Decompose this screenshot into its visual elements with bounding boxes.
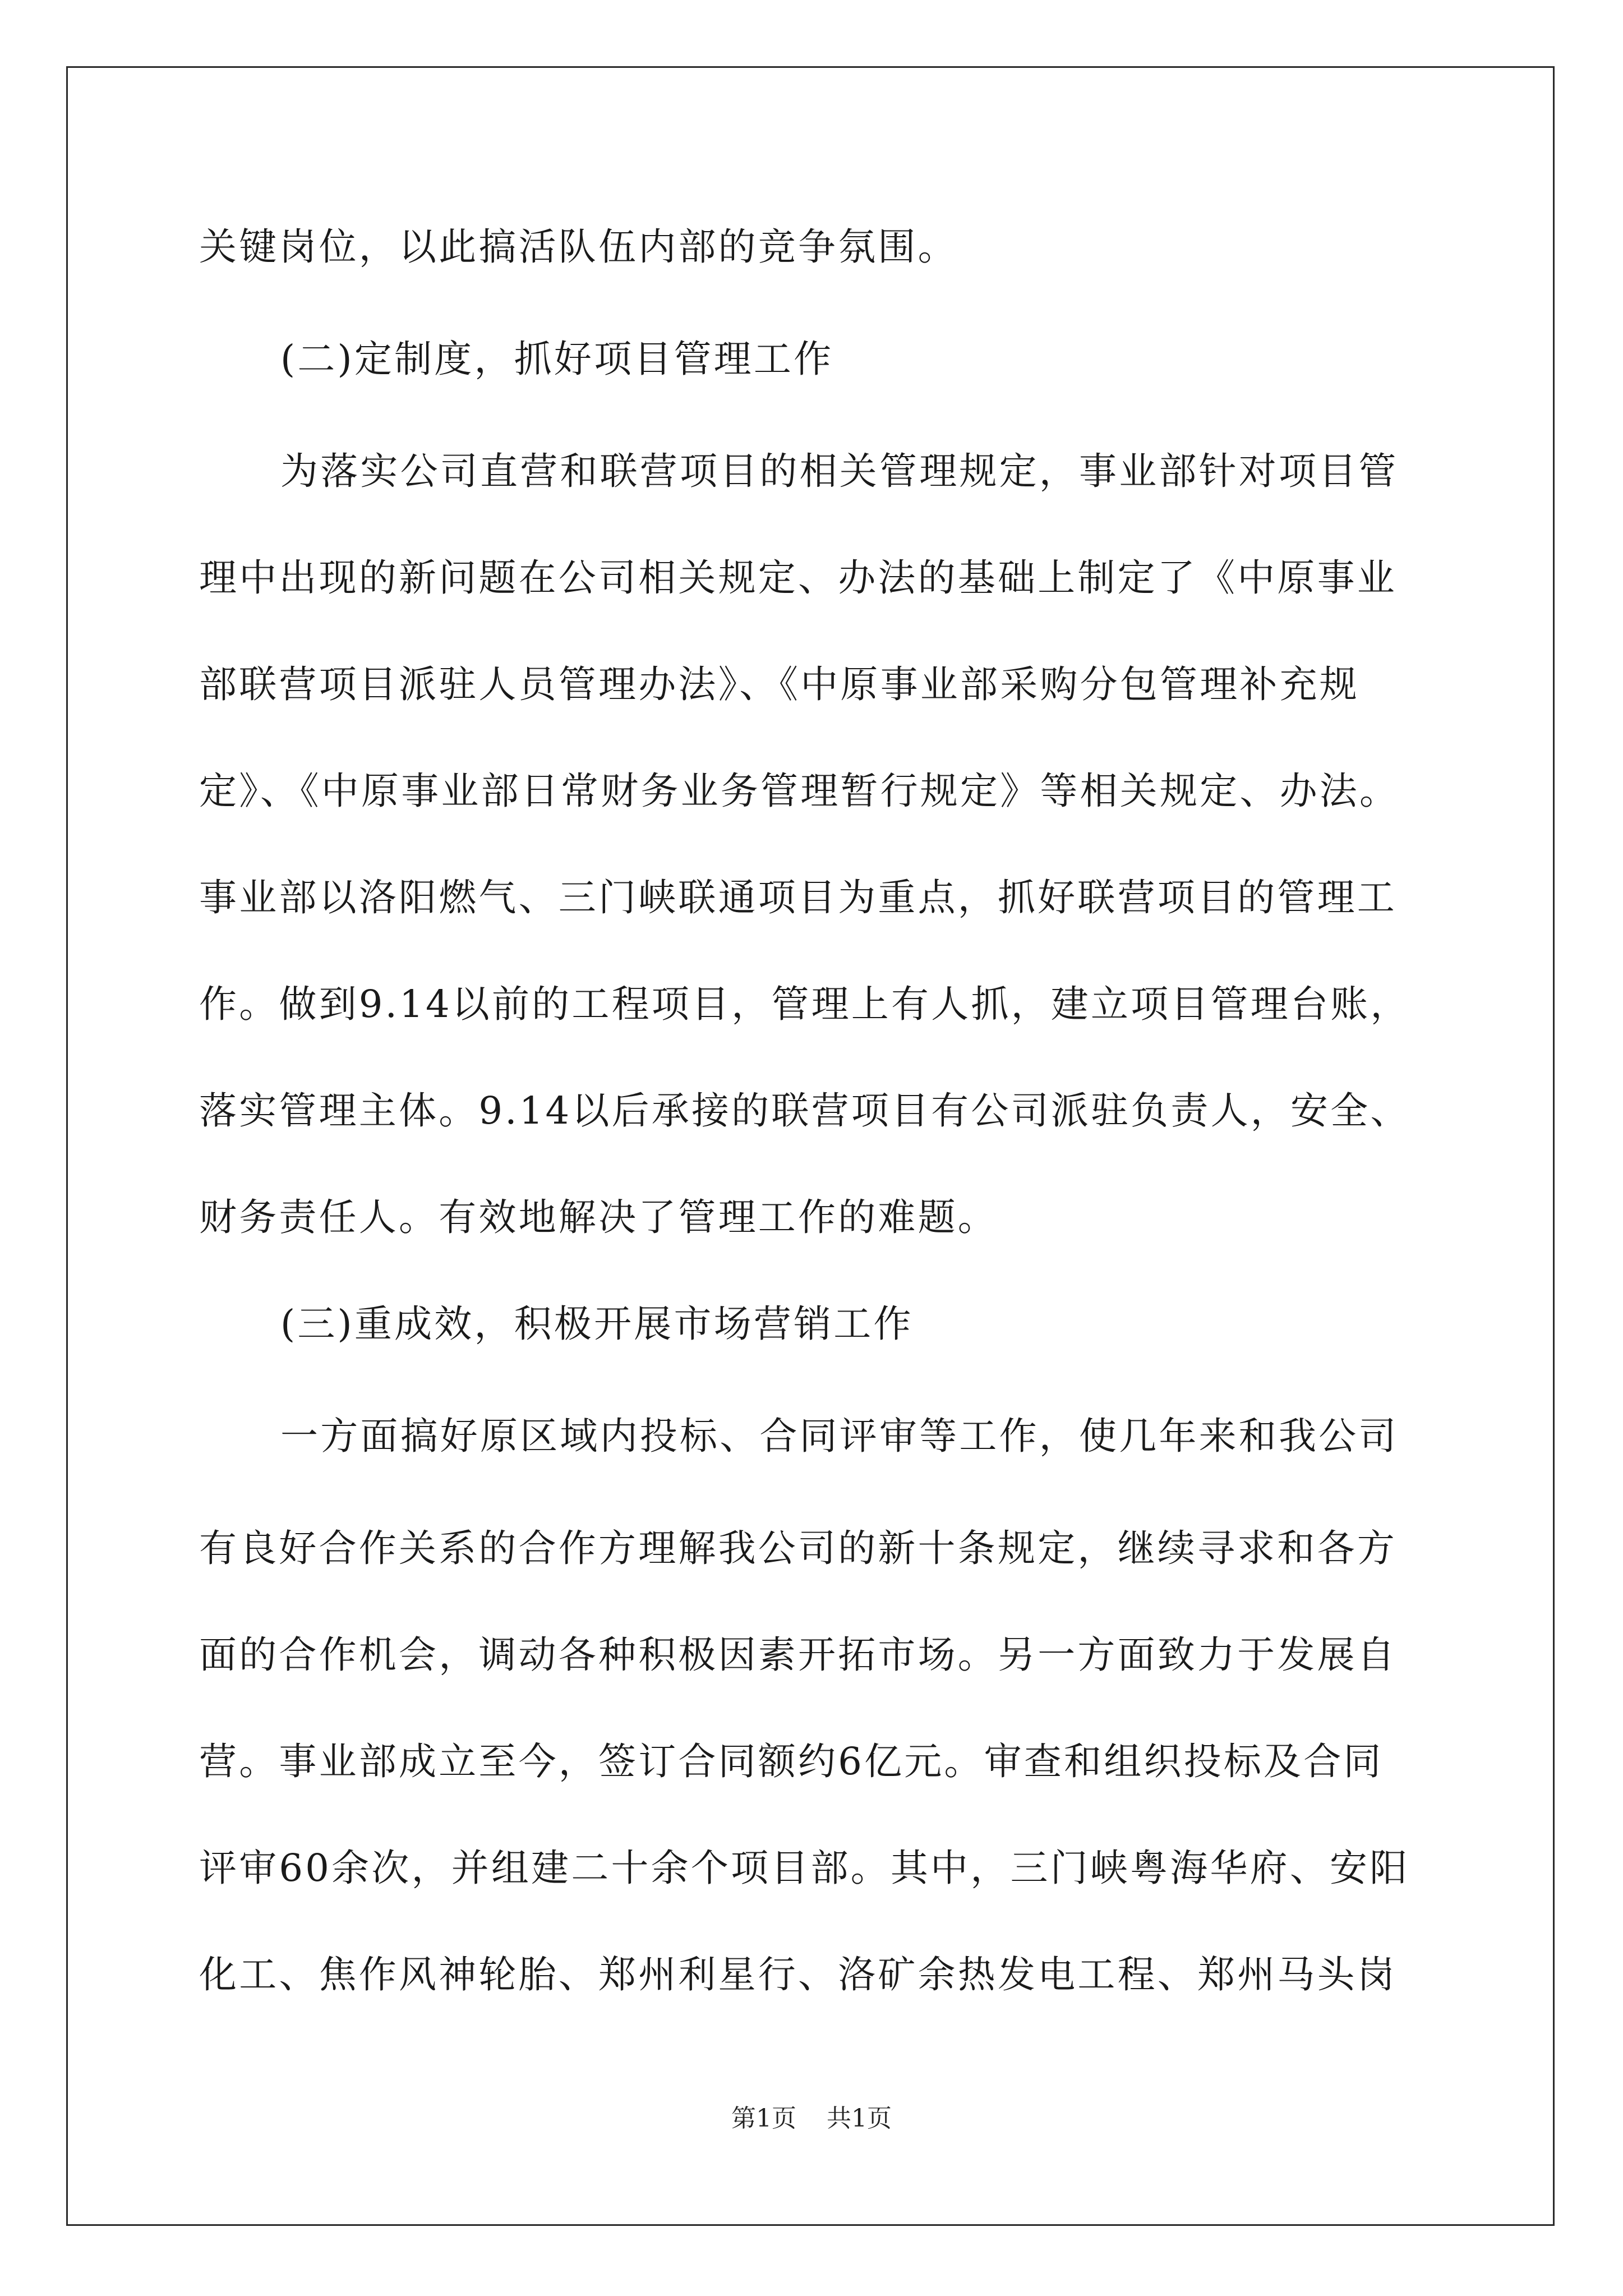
body-text-line: 有良好合作关系的合作方理解我公司的新十条规定，继续寻求和各方 xyxy=(199,1526,1397,1570)
page-border xyxy=(66,66,1555,2226)
body-text-line: 事业部以洛阳燃气、三门峡联通项目为重点，抓好联营项目的管理工 xyxy=(199,876,1397,919)
page-total: 共1页 xyxy=(827,2104,892,2133)
section-heading: (三)重成效，积极开展市场营销工作 xyxy=(280,1302,914,1346)
body-text-line: 财务责任人。有效地解决了管理工作的难题。 xyxy=(199,1195,998,1239)
body-text-line: 作。做到9.14以前的工程项目，管理上有人抓，建立项目管理台账， xyxy=(199,982,1410,1026)
body-text-line: 评审60余次，并组建二十余个项目部。其中，三门峡粤海华府、安阳 xyxy=(199,1846,1410,1890)
body-text-line: 营。事业部成立至今，签订合同额约6亿元。审查和组织投标及合同 xyxy=(199,1740,1384,1783)
section-heading: (二)定制度，抓好项目管理工作 xyxy=(280,337,834,381)
body-text-line: 面的合作机会，调动各种积极因素开拓市场。另一方面致力于发展自 xyxy=(199,1633,1397,1677)
body-text-line: 落实管理主体。9.14以后承接的联营项目有公司派驻负责人，安全、 xyxy=(199,1089,1410,1133)
body-text-line: 部联营项目派驻人员管理办法》、《中原事业部采购分包管理补充规 xyxy=(199,662,1359,706)
body-text-line: 为落实公司直营和联营项目的相关管理规定，事业部针对项目管 xyxy=(280,449,1399,493)
page-footer xyxy=(0,2105,1623,2133)
body-text-line: 化工、焦作风神轮胎、郑州利星行、洛矿余热发电工程、郑州马头岗 xyxy=(199,1953,1397,1996)
body-text-line: 定》、《中原事业部日常财务业务管理暂行规定》等相关规定、办法。 xyxy=(199,769,1400,813)
body-text-line: 理中出现的新问题在公司相关规定、办法的基础上制定了《中原事业 xyxy=(199,556,1397,600)
page-number: 第1页 xyxy=(731,2104,796,2133)
body-text-line: 一方面搞好原区域内投标、合同评审等工作，使几年来和我公司 xyxy=(280,1414,1399,1458)
body-text-line: 关键岗位，以此搞活队伍内部的竞争氛围。 xyxy=(199,225,958,269)
